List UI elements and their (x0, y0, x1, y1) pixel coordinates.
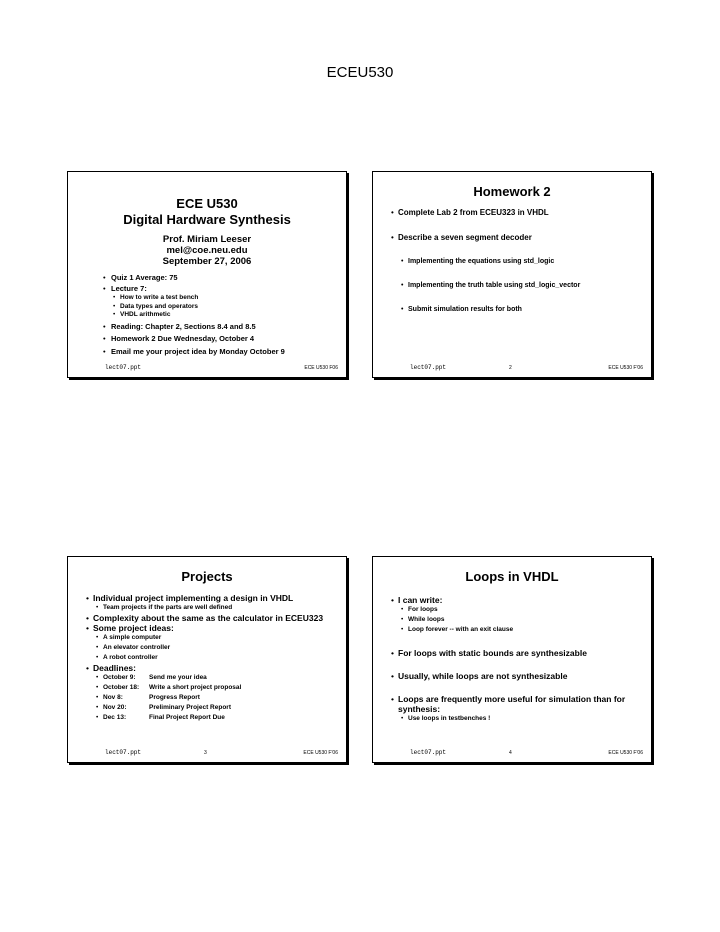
deadline-item (68, 693, 346, 703)
deadline-task: Write a short project proposal (149, 684, 242, 691)
deadline-item (68, 713, 346, 723)
footer-course: ECE U530 F'06 (608, 365, 643, 371)
slide-bullets (68, 273, 346, 357)
footer-file: lect07.ppt (410, 749, 447, 756)
sub-bullet: • Data types and operators (68, 303, 346, 312)
deadline-item (68, 673, 346, 683)
sub-bullet: • A simple computer (68, 633, 346, 643)
slide-footer (68, 746, 346, 756)
sub-bullet: • Implementing the equations using std_logic (373, 257, 651, 267)
bullet-while: • Usually, while loops are not synthesizable (373, 671, 651, 681)
bullet-lecture: • Lecture 7: (68, 284, 346, 295)
slide-bullets (68, 593, 346, 723)
title-line-1: ECE U530 (176, 196, 238, 211)
author-email: mel@coe.neu.edu (166, 245, 248, 256)
sub-bullet: • Implementing the truth table using std_logic_vector (373, 281, 651, 291)
deadline-date: Dec 13: (103, 714, 127, 721)
bullet: • Complete Lab 2 from ECEU323 in VHDL (373, 207, 651, 218)
footer-file: lect07.ppt (105, 749, 142, 756)
lecture-date: September 27, 2006 (162, 256, 252, 267)
footer-file: lect07.ppt (105, 364, 142, 371)
deadline-date: Nov 8: (103, 694, 123, 701)
slide-title: Loops in VHDL (465, 569, 559, 584)
footer-course: ECE U530 F'06 (608, 750, 643, 756)
slide-footer (373, 746, 651, 756)
slide-2 (372, 171, 652, 378)
sub-bullet: • How to write a test bench (68, 294, 346, 303)
bullet-can-write: • I can write: (373, 595, 651, 605)
deadline-date: October 9: (103, 674, 136, 681)
bullet-email-idea: • Email me your project idea by Monday October 9 (68, 347, 346, 358)
bullet-complexity: • Complexity about the same as the calculator in ECEU323 (68, 613, 346, 623)
deadline-task: Preliminary Project Report (149, 704, 231, 711)
slide-4 (372, 556, 652, 763)
slide-bullets (373, 595, 651, 724)
slide-footer (68, 361, 346, 371)
bullet-ideas: • Some project ideas: (68, 623, 346, 633)
footer-file: lect07.ppt (410, 364, 447, 371)
slide-1 (67, 171, 347, 378)
footer-page: 2 (509, 365, 512, 371)
bullet-useful: • Loops are frequently more useful for simulation than for synthesis: (373, 694, 651, 714)
bullet-static: • For loops with static bounds are synthesizable (373, 648, 651, 658)
sub-bullet: • VHDL arithmetic (68, 311, 346, 320)
title-line-2: Digital Hardware Synthesis (123, 212, 291, 227)
slide-title: Projects (181, 569, 233, 584)
slide-bullets (373, 207, 651, 315)
footer-course: ECE U530 F06 (304, 365, 338, 371)
deadline-date: Nov 20: (103, 704, 127, 711)
footer-page: 4 (509, 750, 512, 756)
deadline-task: Progress Report (149, 694, 200, 701)
slide-title (68, 196, 346, 228)
author-name: Prof. Miriam Leeser (162, 234, 252, 245)
slide-footer (373, 361, 651, 371)
bullet-individual: • Individual project implementing a design in VHDL (68, 593, 346, 603)
sub-bullet: • Use loops in testbenches ! (373, 714, 651, 724)
page-header: ECEU530 (326, 64, 394, 81)
sub-bullet: • While loops (373, 615, 651, 625)
deadline-date: October 18: (103, 684, 140, 691)
deadline-task: Final Project Report Due (149, 714, 225, 721)
bullet-quiz: • Quiz 1 Average: 75 (68, 273, 346, 284)
sub-bullet: • A robot controller (68, 653, 346, 663)
footer-page: 3 (204, 750, 207, 756)
sub-bullet: • An elevator controller (68, 643, 346, 653)
sub-bullet: • Team projects if the parts are well defined (68, 603, 346, 613)
slide-3 (67, 556, 347, 763)
bullet-homework: • Homework 2 Due Wednesday, October 4 (68, 334, 346, 345)
footer-course: ECE U530 F'06 (303, 750, 338, 756)
bullet-deadlines: • Deadlines: (68, 663, 346, 673)
bullet: • Describe a seven segment decoder (373, 232, 651, 243)
sub-bullet: • Loop forever -- with an exit clause (373, 625, 651, 635)
sub-bullet: • Submit simulation results for both (373, 305, 651, 315)
slide-title: Homework 2 (473, 184, 551, 199)
sub-bullet: • For loops (373, 605, 651, 615)
author-block (68, 234, 346, 267)
bullet-reading: • Reading: Chapter 2, Sections 8.4 and 8.5 (68, 322, 346, 333)
deadline-item (68, 703, 346, 713)
deadline-item (68, 683, 346, 693)
deadline-task: Send me your idea (149, 674, 207, 681)
